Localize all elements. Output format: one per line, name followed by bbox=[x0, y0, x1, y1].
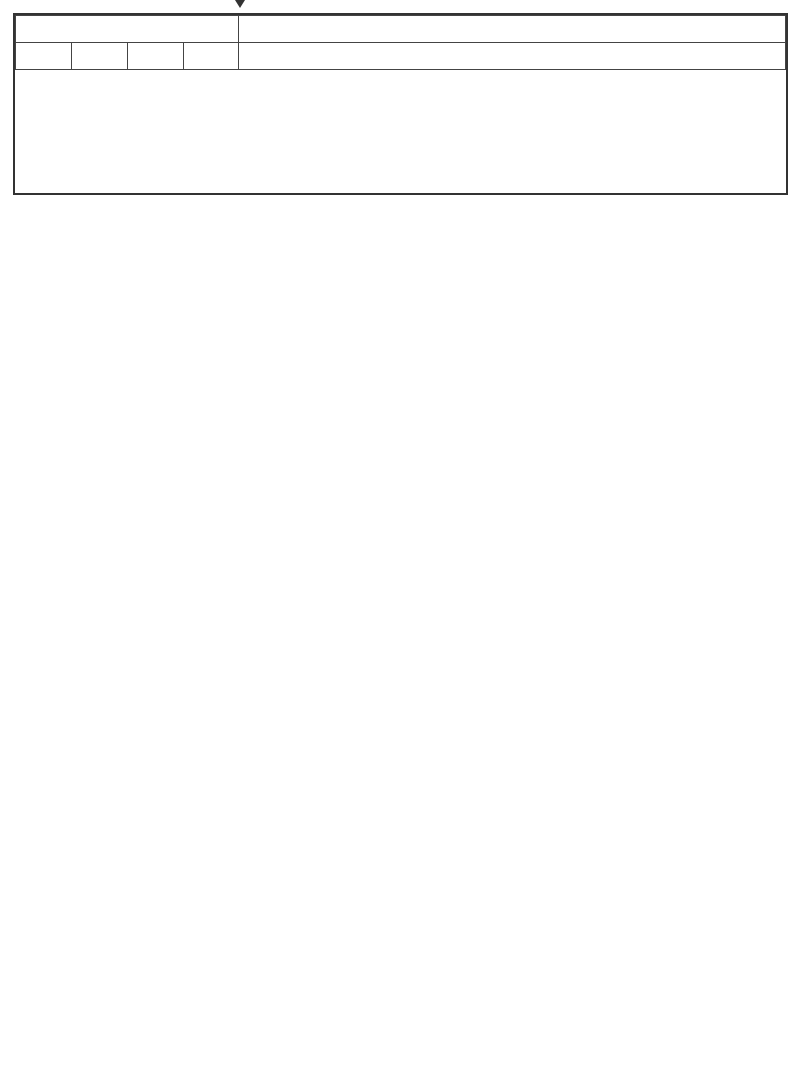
col-header-alt bbox=[184, 43, 239, 70]
column-header-row bbox=[16, 43, 786, 70]
arrow-head-icon bbox=[235, 0, 245, 8]
notes-line bbox=[19, 102, 786, 131]
col-header-lunch bbox=[128, 43, 184, 70]
schedule-sheet bbox=[13, 13, 788, 195]
title-row bbox=[16, 16, 786, 43]
notes-line bbox=[19, 131, 786, 160]
notes-line bbox=[19, 160, 786, 189]
notes-heading bbox=[19, 73, 786, 102]
col-header-day bbox=[16, 43, 72, 70]
page-title bbox=[239, 16, 786, 43]
col-header-weekday bbox=[72, 43, 128, 70]
col-header-events bbox=[239, 43, 786, 70]
april-notes bbox=[15, 70, 786, 193]
schedule-table bbox=[15, 15, 786, 70]
fiscal-year-label bbox=[16, 16, 239, 43]
